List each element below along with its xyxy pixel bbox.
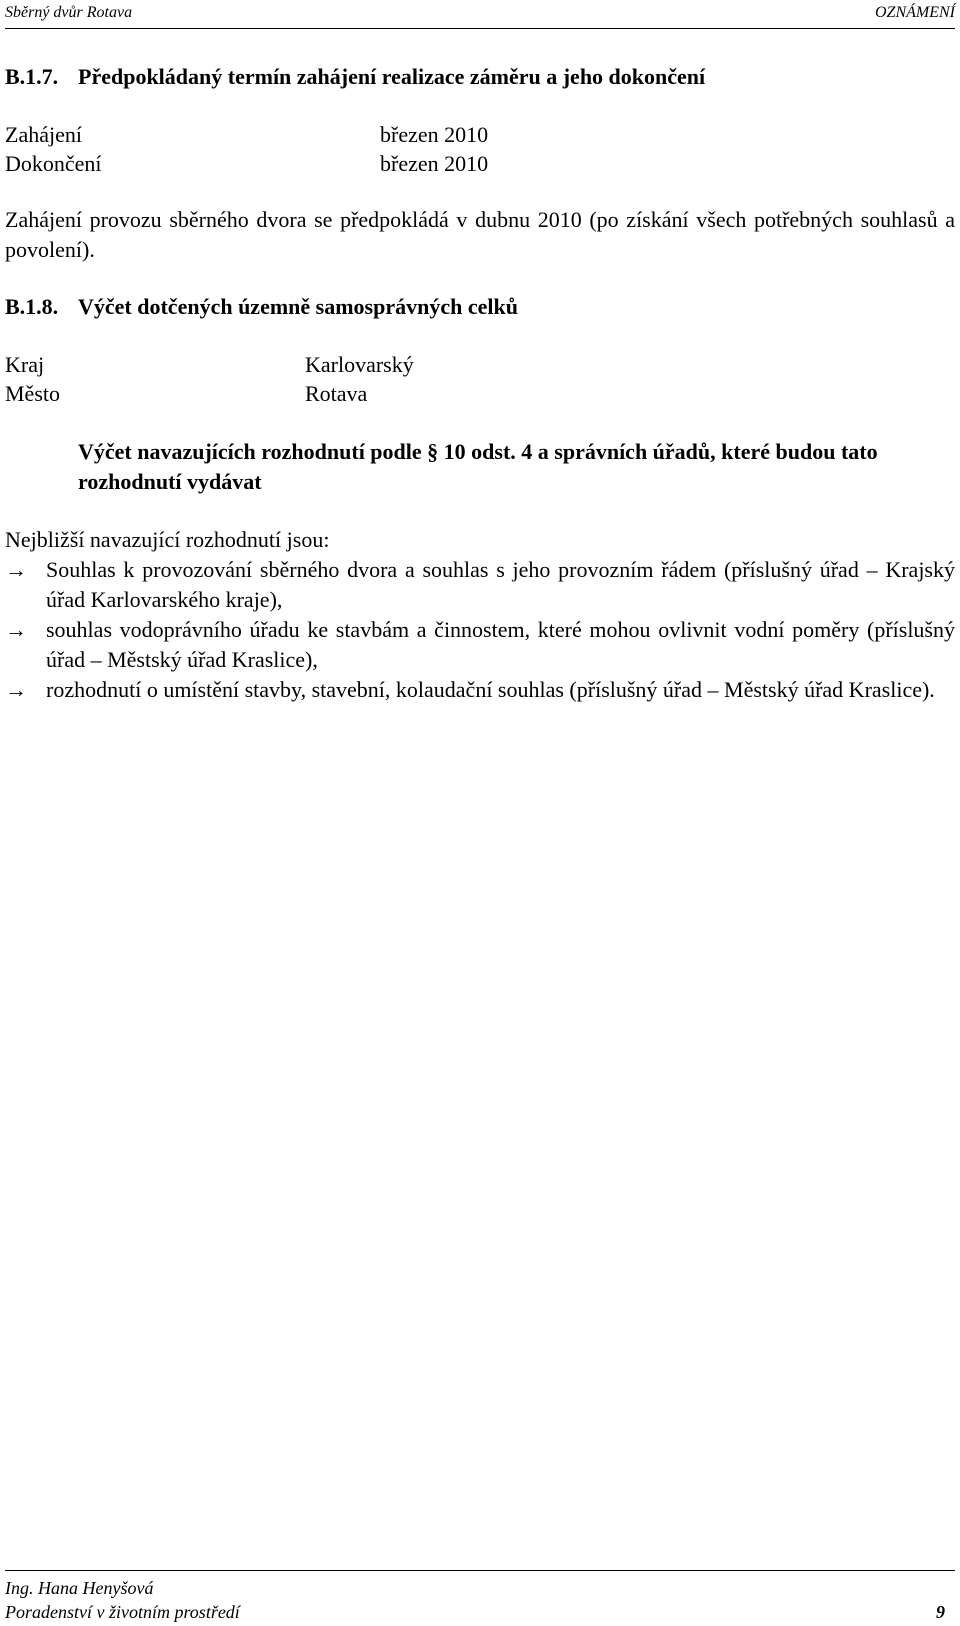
footer-company: Poradenství v životním prostředí <box>5 1602 240 1622</box>
section-heading-b18 <box>5 292 955 322</box>
arrow-right-icon: → <box>5 617 27 642</box>
footer-divider <box>5 1570 955 1571</box>
row-label: Dokončení <box>5 151 102 176</box>
header-document-title: Sběrný dvůr Rotava <box>5 4 133 21</box>
section-number: B.1.7. <box>5 64 59 89</box>
list-item <box>5 675 955 705</box>
operation-start-paragraph: Zahájení provozu sběrného dvora se předpokládá v dubnu 2010 (po získání všech potřebných souhlasů a povolení). <box>5 207 955 262</box>
list-item <box>5 555 955 615</box>
row-value: březen 2010 <box>380 122 489 147</box>
row-label: Město <box>5 381 60 406</box>
section-title-text: Výčet navazujících rozhodnutí podle § 10 odst. 4 a správních úřadů, které budou tato rozhodnutí vydávat <box>78 439 878 494</box>
section-title-text: Výčet dotčených územně samosprávných celků <box>78 294 518 319</box>
list-item-text: rozhodnutí o umístění stavby, stavební, kolaudační souhlas (příslušný úřad – Městský úřad Kraslice). <box>46 677 935 702</box>
arrow-right-icon: → <box>5 557 27 582</box>
section-heading-b19 <box>5 437 955 497</box>
section-number: B.1.8. <box>5 294 59 319</box>
decisions-list <box>5 555 955 705</box>
row-value: Karlovarský <box>305 352 414 377</box>
section-number <box>5 437 78 467</box>
footer-company-line <box>5 1600 955 1624</box>
page-number: 9 <box>936 1602 945 1622</box>
document-page <box>5 0 957 1626</box>
list-item-text: Souhlas k provozování sběrného dvora a souhlas s jeho provozním řádem (příslušný úřad – Krajský úřad Karlovarského kraje), <box>46 557 955 612</box>
section-title-text: Předpokládaný termín zahájení realizace záměru a jeho dokončení <box>78 64 706 89</box>
footer-author: Ing. Hana Henyšová <box>5 1578 154 1598</box>
header-document-type: OZNÁMENÍ <box>875 4 955 21</box>
section-heading-b17 <box>5 62 955 92</box>
arrow-right-icon: → <box>5 677 27 702</box>
row-label: Kraj <box>5 352 45 377</box>
row-value: Rotava <box>305 381 368 406</box>
row-label: Zahájení <box>5 122 82 147</box>
row-value: březen 2010 <box>380 151 489 176</box>
list-item-text: souhlas vodoprávního úřadu ke stavbám a činnostem, které mohou ovlivnit vodní poměry (příslušný úřad – Městský úřad Kraslice), <box>46 617 955 672</box>
list-item <box>5 615 955 675</box>
page-header <box>5 0 955 29</box>
decisions-intro: Nejbližší navazující rozhodnutí jsou: <box>5 527 330 552</box>
